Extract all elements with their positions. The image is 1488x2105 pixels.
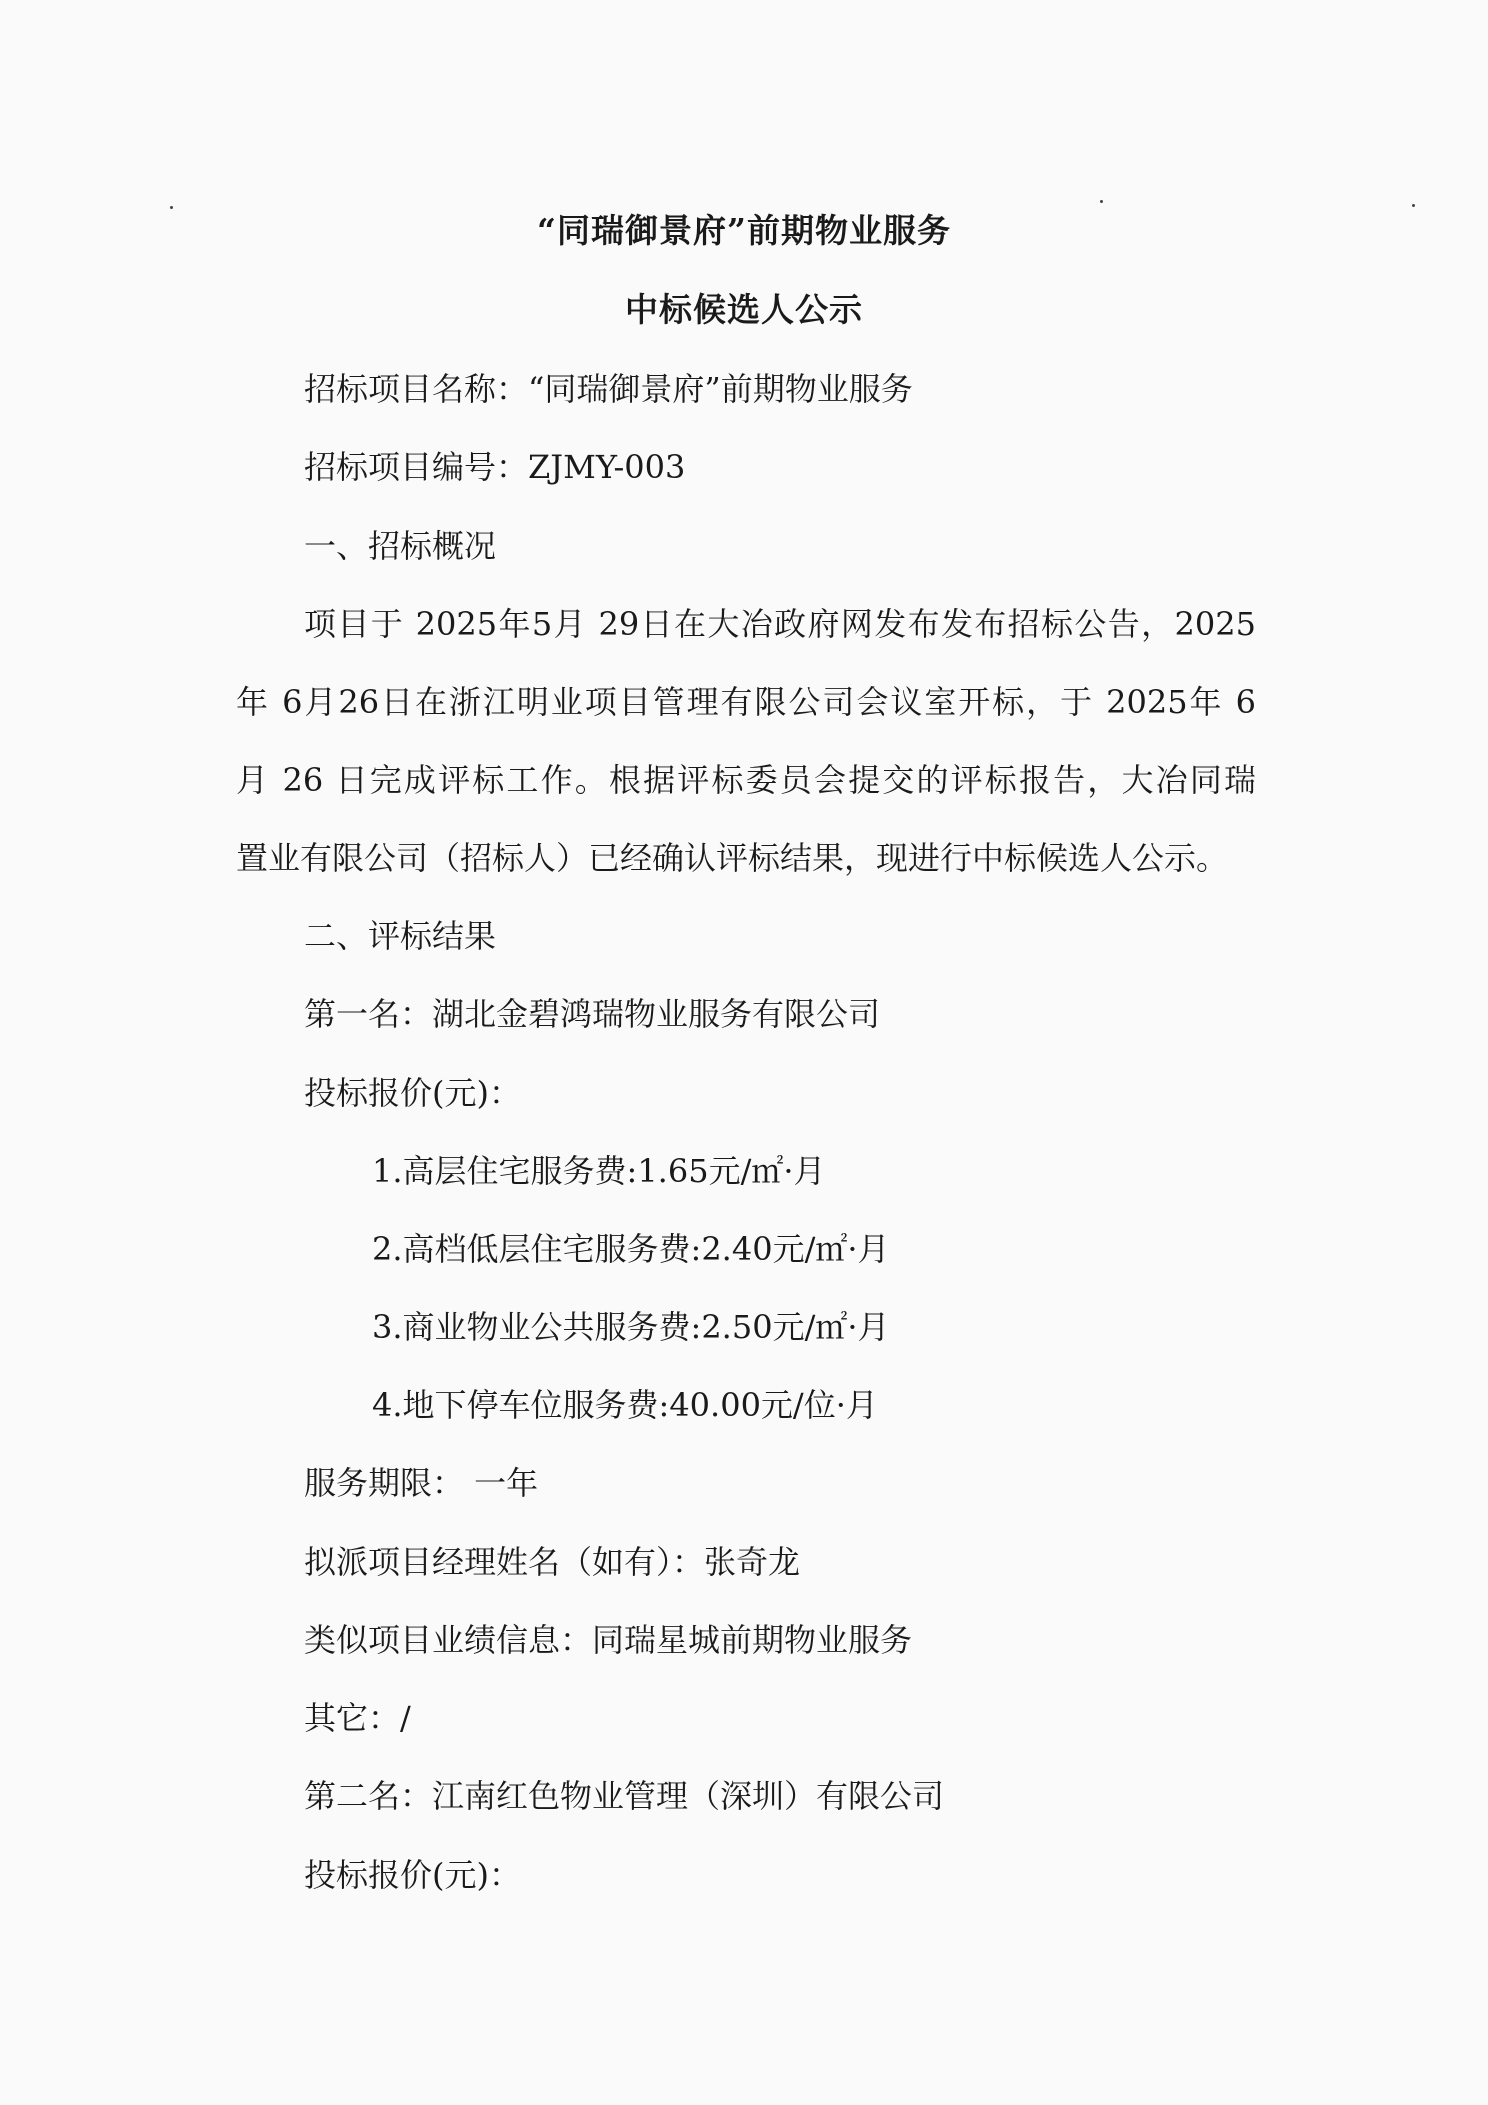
document-title: “同瑞御景府”前期物业服务	[537, 211, 951, 250]
first-place-candidate: 第一名：湖北金碧鸿瑞物业服务有限公司	[304, 995, 881, 1033]
section-heading-overview: 一、招标概况	[304, 527, 497, 565]
other-info: 其它：/	[304, 1699, 411, 1737]
project-code: 招标项目编号：ZJMY-003	[304, 448, 686, 486]
overview-paragraph-line: 置业有限公司（招标人）已经确认评标结果，现进行中标候选人公示。	[236, 839, 1229, 877]
second-place-candidate: 第二名：江南红色物业管理（深圳）有限公司	[304, 1777, 945, 1815]
bid-price-label: 投标报价(元)：	[304, 1074, 521, 1112]
overview-paragraph-line: 月 26 日完成评标工作。根据评标委员会提交的评标报告，大冶同瑞	[236, 761, 1256, 799]
fee-item: 2.高档低层住宅服务费:2.40元/㎡·月	[372, 1230, 890, 1268]
section-heading-results: 二、评标结果	[304, 917, 497, 955]
scan-speck	[1412, 204, 1415, 207]
scan-speck	[1100, 200, 1103, 203]
similar-projects: 类似项目业绩信息：同瑞星城前期物业服务	[304, 1621, 913, 1659]
project-manager: 拟派项目经理姓名（如有）：张奇龙	[304, 1543, 801, 1581]
fee-item: 3.商业物业公共服务费:2.50元/㎡·月	[372, 1308, 890, 1346]
fee-item: 1.高层住宅服务费:1.65元/㎡·月	[372, 1152, 826, 1190]
overview-paragraph-line: 项目于 2025年5月 29日在大冶政府网发布发布招标公告，2025	[304, 605, 1256, 643]
scan-speck	[170, 206, 173, 209]
overview-paragraph-line: 年 6月26日在浙江明业项目管理有限公司会议室开标，于 2025年 6	[236, 683, 1256, 721]
project-name: 招标项目名称：“同瑞御景府”前期物业服务	[304, 370, 913, 408]
document-subtitle: 中标候选人公示	[625, 290, 863, 329]
service-term: 服务期限： 一年	[304, 1464, 539, 1502]
fee-item: 4.地下停车位服务费:40.00元/位·月	[372, 1386, 878, 1424]
bid-price-label-2: 投标报价(元)：	[304, 1856, 521, 1894]
